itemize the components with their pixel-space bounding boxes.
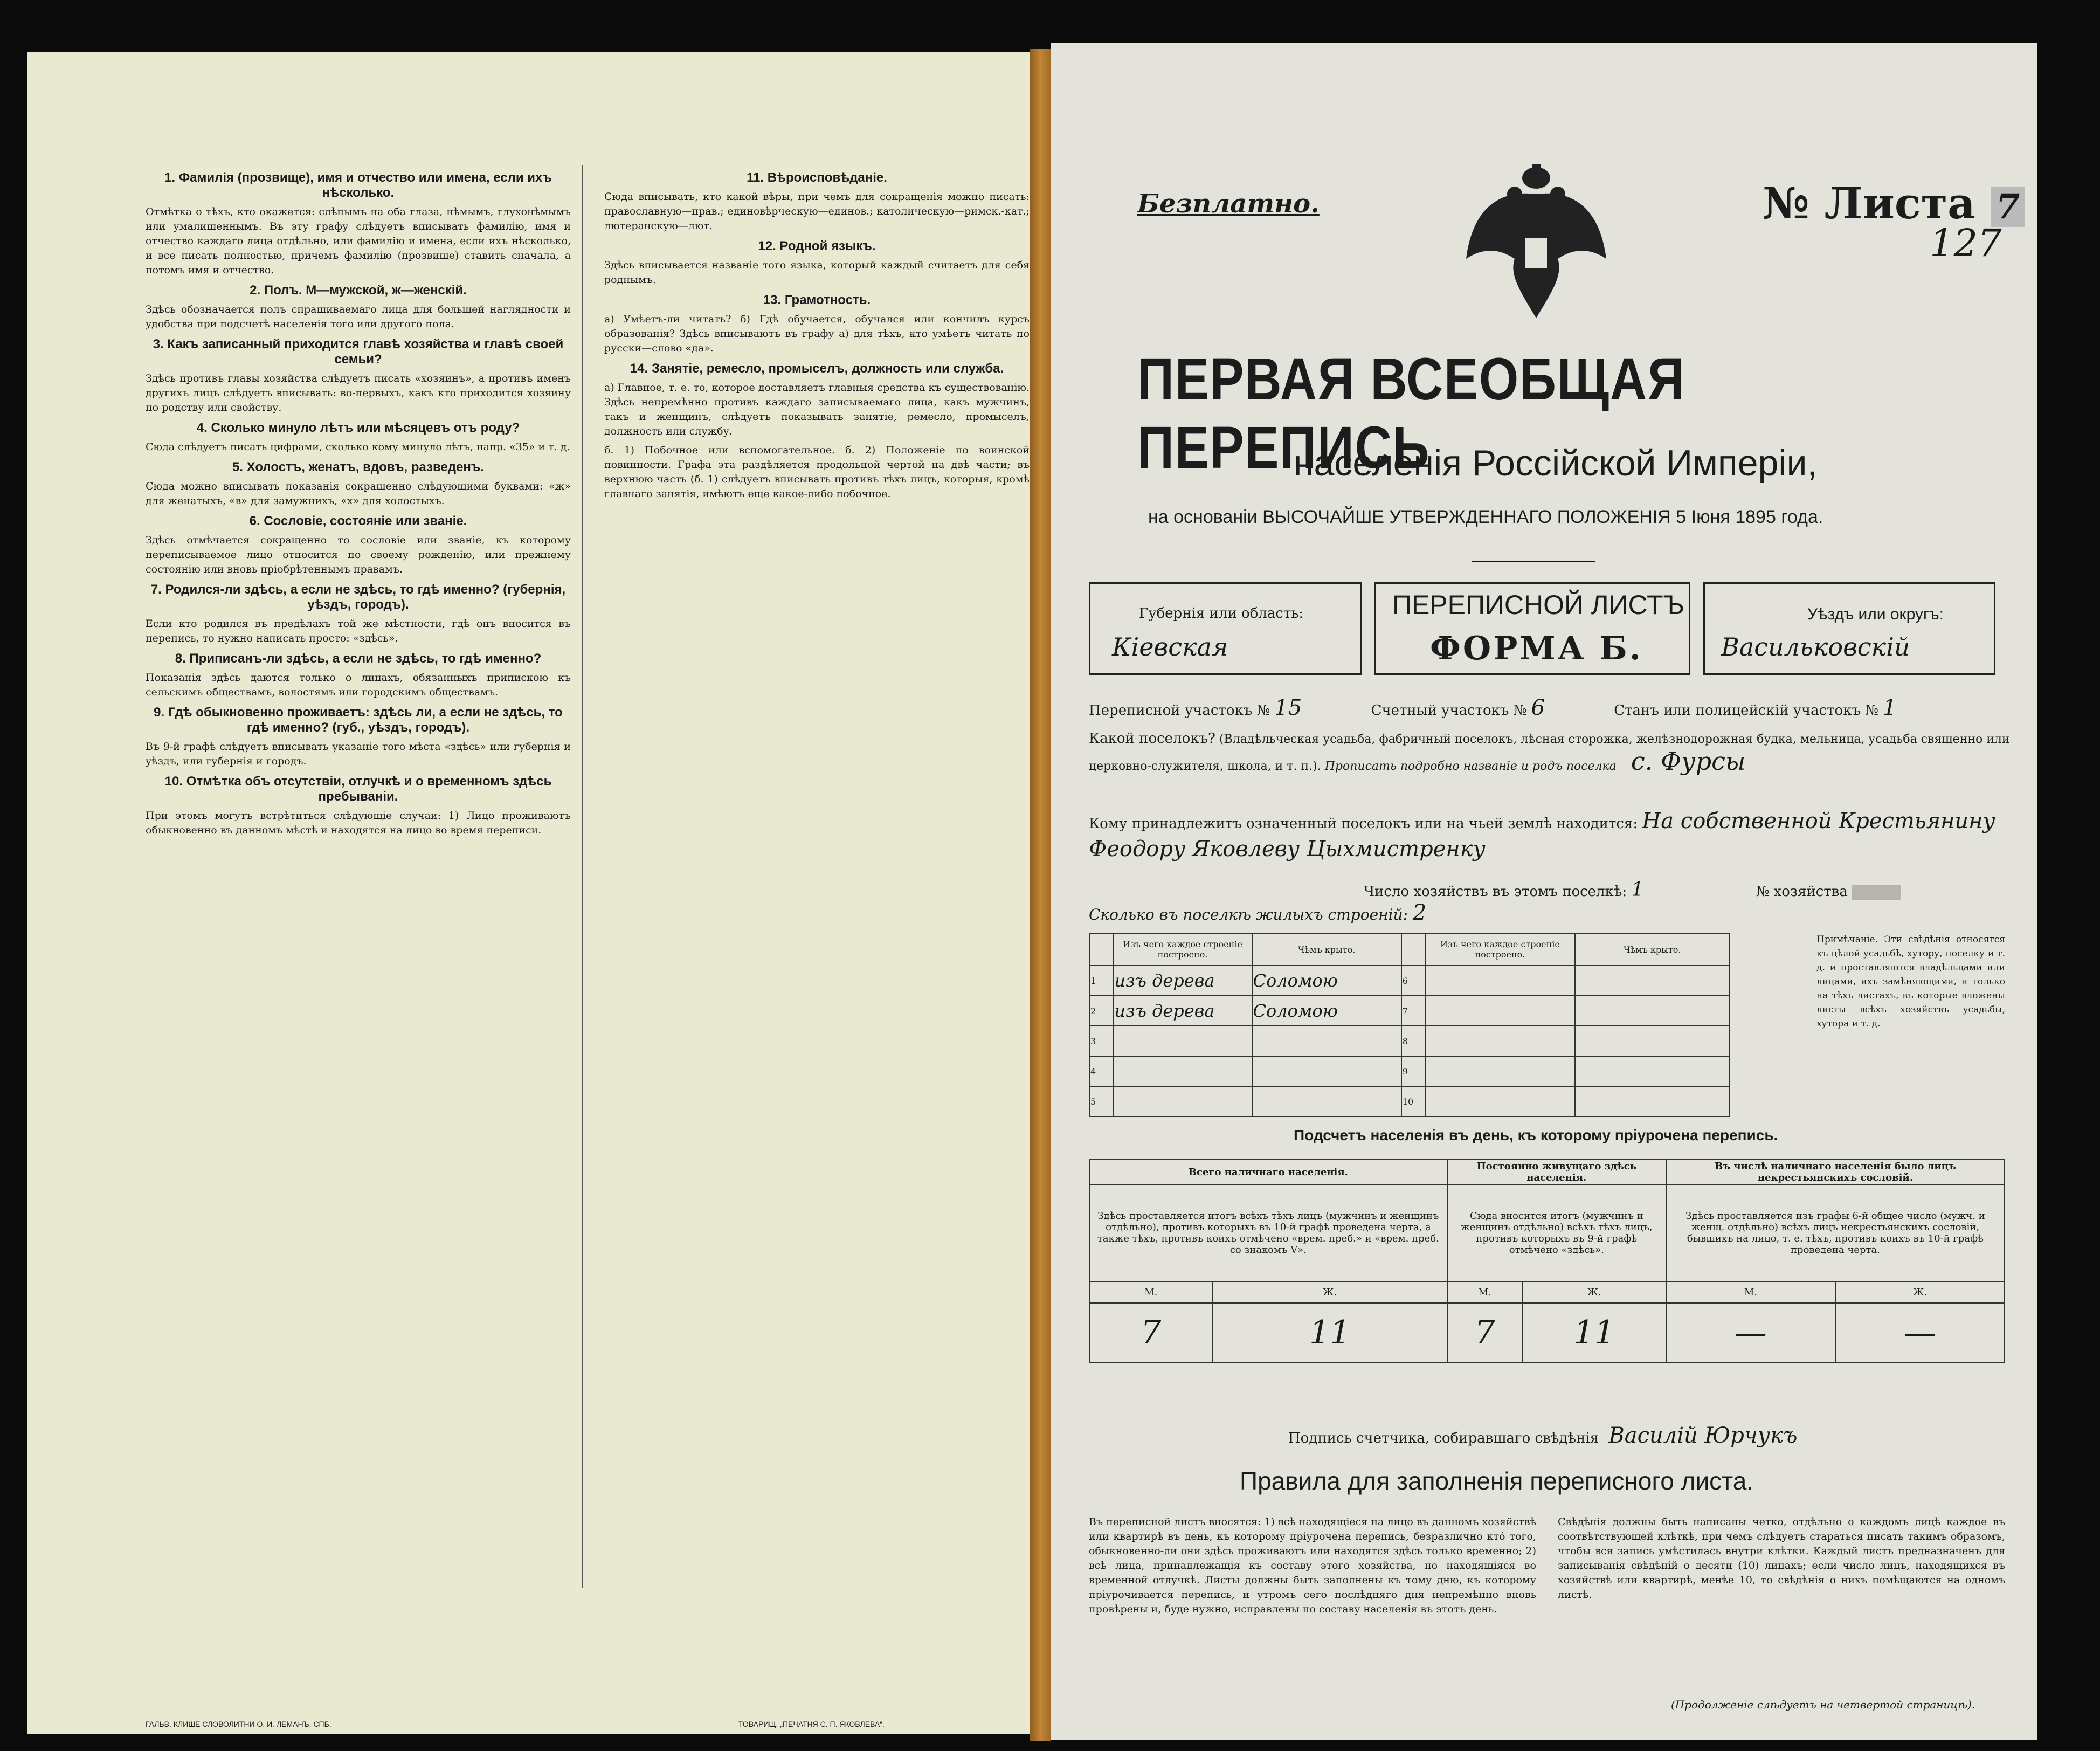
section-text: б. 1) Побочное или вспомогательное. б. 2) Положеніе по воинской повинности. Графа эта раздѣляется продольной чертой на двѣ части; въ верхнюю часть (б. 1) слѣдуетъ вписывать противъ тѣхъ лицъ, которыя, кромѣ главнаго занятія, имѣютъ еще какое-либо побочное. [604,444,1030,500]
section-text: Показанія здѣсь даются только о лицахъ, обязанныхъ припискою къ сельскимъ обществамъ, волостямъ или городскимъ обществамъ. [146,672,571,698]
tally-desc-row [1089,1184,2005,1281]
signature-line [1288,1423,1798,1448]
buildings-label: Сколько въ поселкѣ жилыхъ строеній: [1089,906,1408,923]
population-tally-table [1089,1159,2005,1363]
census-basis: на основаніи ВЫСОЧАЙШЕ УТВЕРЖДЕННАГО ПОЛОЖЕНІЯ 5 Іюня 1895 года. [1148,507,1823,527]
section-text: При этомъ могутъ встрѣтиться слѣдующіе случаи: 1) Лицо проживаютъ обыкновенно въ данномъ мѣстѣ и находятся на лицо во время переписи. [146,810,571,836]
settlement-hint: (Владѣльческая усадьба, фабричный поселокъ, лѣсная сторожка, желѣзнодорожная будка, мельница, усадьба священно или церковно-служителя, школа, и т. п.). [1089,733,2010,773]
district-value: Васильковскій [1721,632,1910,661]
section-text: а) Главное, т. е. то, которое доставляетъ главныя средства къ существованію. Здѣсь непремѣнно противъ каждаго записываемаго лица, какъ мужчинъ, такъ и женщинъ, слѣдуетъ показывать занятіе, ремесло, промыселъ, должность или службу. [604,382,1030,437]
section-10 [146,774,571,838]
male-label: М. [1666,1281,1835,1303]
instruction-column-1 [146,165,583,1588]
settlement-value: с. Фурсы [1631,747,1746,776]
census-district-value: 15 [1274,695,1302,720]
section-text: Здѣсь вписывается названіе того языка, который каждый считаетъ для себя роднымъ. [604,259,1030,286]
stan-label: Станъ или полицейскій участокъ № [1614,702,1878,719]
section-14b [604,443,1030,501]
section-7 [146,582,571,646]
census-subtitle: населенія Россійской Имперіи, [1294,443,1818,484]
owner-value: На собственной Крестьянину [1642,809,1995,833]
household-no-label: № хозяйства [1756,884,1848,900]
section-5 [146,460,571,508]
section-9 [146,705,571,769]
table-row [1089,1026,1730,1056]
non-peasant-male: — [1666,1303,1835,1362]
section-8 [146,651,571,700]
male-label: М. [1447,1281,1523,1303]
total-present-female: 11 [1212,1303,1447,1362]
form-title-box [1374,582,1690,675]
row-number: 2 [1089,996,1114,1026]
section-heading: 5. Холостъ, женатъ, вдовъ, разведенъ. [232,460,484,474]
province-value: Кіевская [1112,632,1228,661]
signature-label: Подпись счетчика, собиравшаго свѣдѣнія [1288,1430,1599,1446]
tally-col-title: Въ числѣ наличнаго населенія было лицъ некрестьянскихъ сословій. [1666,1160,2005,1184]
tally-col-desc: Сюда вносится итогъ (мужчинъ и женщинъ отдѣльно) всѣхъ тѣхъ лицъ, противъ которыхъ въ 9-й графѣ отмѣчено «здѣсь». [1447,1184,1666,1281]
form-name: ФОРМА Б. [1430,630,1643,667]
section-text: Здѣсь обозначается полъ спрашиваемаго лица для большей наглядности и удобства при подсчетѣ населенія того или другого пола. [146,304,571,330]
row-number: 7 [1401,996,1426,1026]
census-title: ПЕРВАЯ ВСЕОБЩАЯ ПЕРЕПИСЬ [1137,346,1685,481]
owner-value-2: Феодору Яковлеву Цыхмистренку [1089,837,1486,861]
section-heading: 3. Какъ записанный приходится главѣ хозяйства и главѣ своей семьи? [153,337,564,367]
rules-title: Правила для заполненія переписного листа. [1240,1467,1754,1495]
section-heading: 4. Сколько минуло лѣтъ или мѣсяцевъ отъ роду? [196,420,520,435]
buildings-note: Примѣчаніе. Эти свѣдѣнія относятся къ цѣлой усадьбѣ, хутору, поселку и т. д. и проставляются владѣльцами или лицами, ихъ замѣняющими, и только на тѣхъ листахъ, въ которые вложены листы всѣхъ хозяйствъ усадьбы, хутора и т. д. [1816,934,2005,1029]
row-number: 3 [1089,1026,1114,1056]
row-number: 10 [1401,1086,1426,1116]
section-text: Сюда можно вписывать показанія сокращенно слѣдующими буквами: «ж» для женатыхъ, «в» для замужнихъ, «х» для холостыхъ. [146,480,571,507]
book-spine [1030,49,1051,1741]
settlement-hint2: Прописать подробно названіе и родъ поселка [1324,760,1617,773]
count-district-label: Счетный участокъ № [1371,702,1527,719]
tally-title: Подсчетъ населенія въ день, къ которому пріурочена перепись. [1294,1127,1778,1143]
section-4 [146,420,571,454]
archive-number: 127 [1930,221,2002,265]
free-label: Безплатно. [1137,189,1320,219]
rules-right-text: Свѣдѣнія должны быть написаны четко, отдѣльно о каждомъ лицѣ каждое въ соотвѣтствующей клѣткѣ, при чемъ слѣдуетъ стараться писать такимъ образомъ, чтобы вся запись умѣстилась внутри клѣтки. Каждый листъ предназначенъ для записыванія свѣдѣній о десяти (10) лицахъ; если число лицъ, находящихся въ хозяйствѣ или квартирѣ, менѣе 10, то свѣдѣнія о нихъ помѣщаются на одномъ листѣ. [1558,1516,2005,1601]
table-row [1089,966,1730,996]
buildings-header-row [1089,933,1730,966]
tally-values-row [1089,1303,2005,1362]
count-district-value: 6 [1531,695,1545,720]
section-1 [146,170,571,278]
section-text: Отмѣтка о тѣхъ, кто окажется: слѣпымъ на оба глаза, нѣмымъ, глухонѣмымъ или умалишеннымъ. Въ эту графу слѣдуетъ вписывать фамилію, имя и отчество каждаго лица отдѣльно, или фамилію и имена, если ихъ нѣсколько, и все писать полностью, причемъ фамилію (прозвище) ставить сначала, а потомъ имя и отчество. [146,206,571,276]
material-header: Изъ чего каждое строеніе построено. [1114,933,1252,966]
section-heading: 11. Вѣроисповѣданіе. [747,170,887,185]
row-number: 1 [1089,966,1114,996]
total-present-male: 7 [1089,1303,1212,1362]
row-number: 6 [1401,966,1426,996]
signature-value: Василій Юрчукъ [1608,1423,1798,1448]
tally-col-desc: Здѣсь проставляется изъ графы 6-й общее число (мужч. и женщ. отдѣльно) всѣхъ лицъ некрестьянскихъ сословій, бывшихъ на лицо, т. е. тѣхъ, противъ коихъ въ 10-й графѣ проведена черта. [1666,1184,2005,1281]
section-6 [146,514,571,577]
tally-col-desc: Здѣсь проставляется итогъ всѣхъ тѣхъ лицъ (мужчинъ и женщинъ отдѣльно), противъ которыхъ въ 10-й графѣ проведена черта, а также тѣхъ, противъ коихъ отмѣчено «врем. преб.» и «врем. преб. со знакомъ V». [1089,1184,1447,1281]
row-number: 9 [1401,1056,1426,1086]
female-label: Ж. [1523,1281,1666,1303]
province-label: Губернія или область: [1139,605,1304,622]
buildings-line [1089,900,1426,925]
instruction-columns [146,165,1040,1588]
section-13 [604,293,1030,356]
section-2 [146,283,571,332]
instruction-column-2 [604,165,1040,1588]
section-heading: 8. Приписанъ-ли здѣсь, а если не здѣсь, то гдѣ именно? [175,651,542,666]
material-header: Изъ чего каждое строеніе построено. [1425,933,1574,966]
row-number: 8 [1401,1026,1426,1056]
roof-header: Чѣмъ крыто. [1575,933,1730,966]
female-label: Ж. [1835,1281,2005,1303]
rules-left-text: Въ переписной листъ вносятся: 1) всѣ находящіеся на лицо въ данномъ хозяйствѣ или квартирѣ въ день, къ которому пріурочена перепись, безразлично ктó того, обыкновенно-ли они здѣсь проживаютъ или находятся здѣсь только временно; 2) всѣ лица, принадлежащія къ составу этого хозяйства, но находящіяся во временной отлучкѣ. Листы должны быть заполнены къ тому дню, къ которому пріурочивается перепись, и утромъ сего послѣдняго дня непремѣнно вновь провѣрены и, буде нужно, исправлены по составу населенія въ этотъ день. [1089,1516,1536,1615]
settlement-label: Какой поселокъ? [1089,730,1215,747]
building-roof: Соломою [1252,996,1401,1026]
section-heading: 1. Фамилія (прозвище), имя и отчество или имена, если ихъ нѣсколько. [164,170,552,200]
districts-line [1089,695,2005,720]
stan-value: 1 [1883,695,1897,720]
census-district-label: Переписной участокъ № [1089,702,1270,719]
section-12 [604,239,1030,287]
owner-label: Кому принадлежитъ означенный поселокъ или на чьей землѣ находится: [1089,816,1638,832]
sheet-number: 7 [1991,187,2026,227]
section-heading: 9. Гдѣ обыкновенно проживаетъ: здѣсь ли, а если не здѣсь, то гдѣ именно? (губ., уѣздъ, городъ). [154,705,563,735]
building-roof: Соломою [1252,966,1401,996]
households-line [1364,879,2011,901]
permanent-male: 7 [1447,1303,1523,1362]
household-no-redaction [1852,885,1901,900]
settlement-section [1089,728,2021,777]
table-row [1089,996,1730,1026]
permanent-female: 11 [1523,1303,1666,1362]
households-value: 1 [1631,879,1644,901]
census-form-page [1051,43,2037,1740]
table-row [1089,1056,1730,1086]
building-material: изъ дерева [1114,966,1252,996]
male-label: М. [1089,1281,1212,1303]
tally-header-row [1089,1160,2005,1184]
buildings-value: 2 [1412,900,1427,925]
tally-sex-row [1089,1281,2005,1303]
section-text: Въ 9-й графѣ слѣдуетъ вписывать указаніе того мѣста «здѣсь» или губернія и уѣздъ, или губернія и городъ. [146,741,571,767]
section-heading: 12. Родной языкъ. [758,239,876,253]
section-11 [604,170,1030,233]
section-heading: 10. Отмѣтка объ отсутствіи, отлучкѣ и о временномъ здѣсь пребываніи. [164,774,552,804]
section-3 [146,337,571,415]
form-header [1089,582,1994,674]
section-text: Если кто родился въ предѣлахъ той же мѣстности, гдѣ онъ вносится въ перепись, то нужно написать просто: «здѣсь». [146,618,571,644]
form-title: ПЕРЕПИСНОЙ ЛИСТЪ [1392,590,1685,620]
tally-col-title: Постоянно живущаго здѣсь населенія. [1447,1160,1666,1184]
double-headed-eagle-emblem [1461,156,1612,329]
row-number: 5 [1089,1086,1114,1116]
building-material: изъ дерева [1114,996,1252,1026]
households-label: Число хозяйствъ въ этомъ поселкѣ: [1364,884,1627,900]
female-label: Ж. [1212,1281,1447,1303]
section-heading: 7. Родился-ли здѣсь, а если не здѣсь, то гдѣ именно? (губернія, уѣздъ, городъ). [150,582,566,612]
section-text: а) Умѣетъ-ли читать? б) Гдѣ обучается, обучался или кончилъ курсъ образованія? Здѣсь вписываютъ въ графу а) для тѣхъ, кто умѣетъ читать по русски—слово «да». [604,313,1030,354]
section-14 [604,361,1030,439]
province-box [1089,582,1362,675]
continuation-note: (Продолженіе слѣдуетъ на четвертой страницѣ). [1671,1698,1975,1711]
buildings-table [1089,933,1730,1117]
roof-header: Чѣмъ крыто. [1252,933,1401,966]
section-text: Сюда вписывать, кто какой вѣры, при чемъ для сокращенія можно писать: православную—прав.; единовѣрческую—единов.; католическую—римск.-кат.; лютеранскую—лют. [604,191,1030,232]
table-row [1089,1086,1730,1116]
non-peasant-female: — [1835,1303,2005,1362]
section-heading: 2. Полъ. М—мужской, ж—женскій. [250,283,467,298]
district-label: Уѣздъ или округъ: [1807,605,1944,623]
row-number: 4 [1089,1056,1114,1086]
owner-section [1089,809,2021,861]
imprint-right: ТОВАРИЩ. „ПЕЧАТНЯ С. П. ЯКОВЛЕВА“. [738,1720,885,1728]
section-text: Сюда слѣдуетъ писать цифрами, сколько кому минуло лѣтъ, напр. «35» и т. д. [146,441,570,453]
divider [1472,561,1595,562]
section-heading: 14. Занятіе, ремесло, промыселъ, должность или служба. [630,361,1004,376]
section-text: Здѣсь противъ главы хозяйства слѣдуетъ писать «хозяинъ», а противъ именъ другихъ лицъ слѣдуетъ вписывать: во-первыхъ, какъ кто приходится хозяину по родству или свойству. [146,373,571,413]
district-box [1703,582,1995,675]
left-page [27,52,1030,1734]
section-text: Здѣсь отмѣчается сокращенно то сословіе или званіе, къ которому переписываемое лицо относится по своему рожденію, или прежнему состоянію или вновь пріобрѣтеннымъ правамъ. [146,534,571,575]
tally-col-title: Всего наличнаго населенія. [1089,1160,1447,1184]
sheet-label: № Листа [1763,178,1975,229]
imprint-left: ГАЛЬВ. КЛИШЕ СЛОВОЛИТНИ О. И. ЛЕМАНЪ, СПБ. [146,1720,331,1728]
section-heading: 13. Грамотность. [763,293,871,307]
section-heading: 6. Сословіе, состояніе или званіе. [249,514,467,528]
